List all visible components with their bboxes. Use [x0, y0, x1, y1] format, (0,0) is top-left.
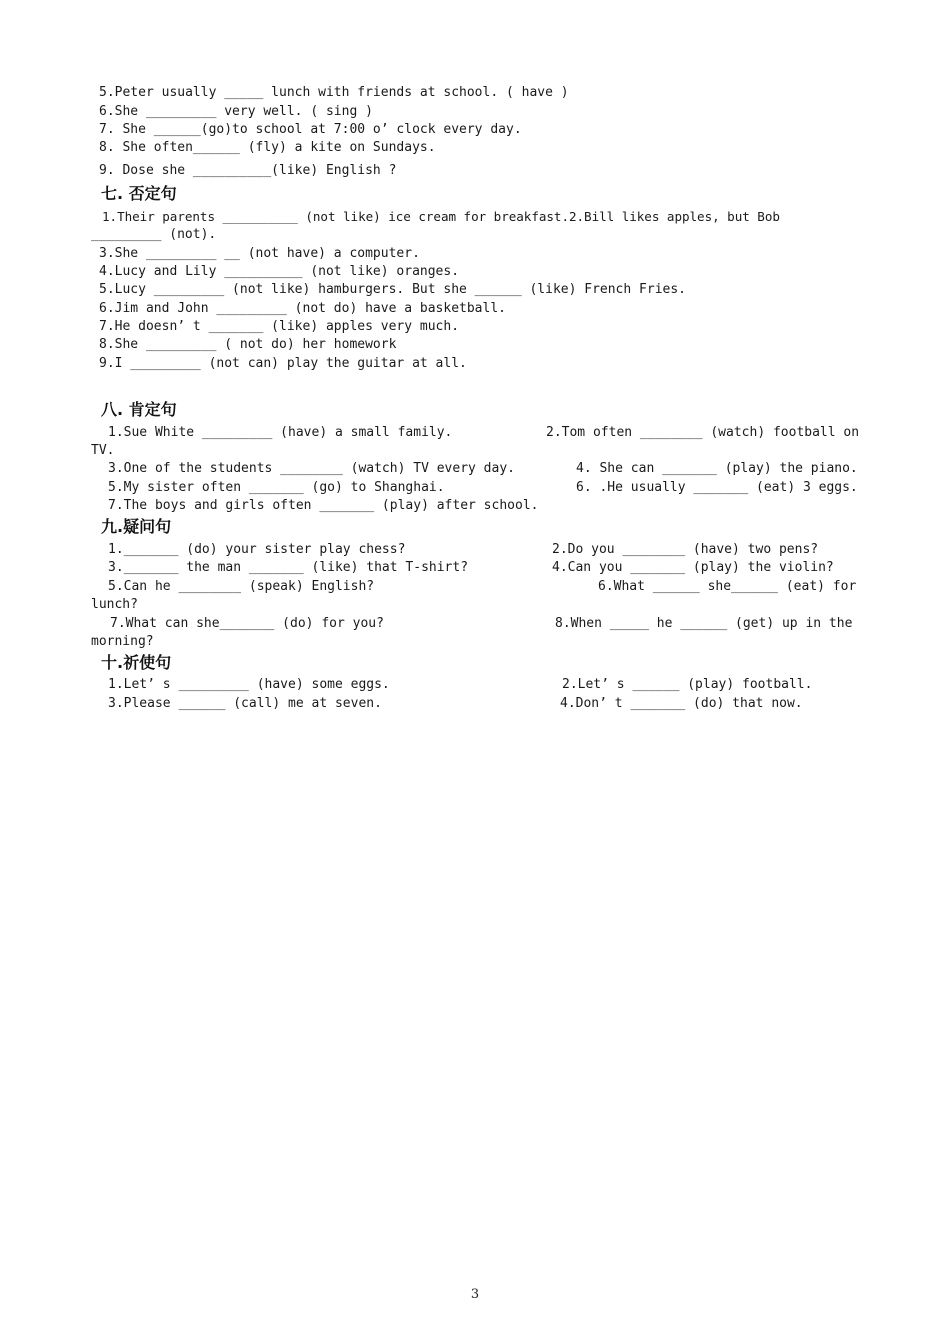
exercise-line: 1.Sue White _________ (have) a small family. [108, 425, 453, 440]
exercise-line: 5.Lucy _________ (not like) hamburgers. But she ______ (like) French Fries. [99, 282, 686, 297]
exercise-line: 4.Can you _______ (play) the violin? [552, 560, 834, 575]
exercise-line: lunch? [91, 597, 138, 612]
exercise-line: 6.Jim and John _________ (not do) have a basketball. [99, 301, 506, 316]
exercise-line: 8. She often______ (fly) a kite on Sundays. [99, 140, 436, 155]
exercise-line: 6.What ______ she______ (eat) for [598, 579, 857, 594]
page-number: 3 [470, 1287, 480, 1302]
exercise-line: 4. She can _______ (play) the piano. [576, 461, 858, 476]
exercise-line: 3.She _________ __ (not have) a computer. [99, 246, 420, 261]
exercise-line: _________ (not). [91, 227, 217, 242]
section-heading-questions: 九.疑问句 [101, 517, 172, 536]
exercise-line: 2.Tom often ________ (watch) football on [546, 425, 860, 440]
exercise-line: 9. Dose she __________(like) English ? [99, 163, 397, 178]
exercise-line: 5.My sister often _______ (go) to Shanghai. [108, 480, 445, 495]
exercise-line: 5.Can he ________ (speak) English? [108, 579, 375, 594]
exercise-line: 7.He doesn’ t _______ (like) apples very much. [99, 319, 460, 334]
exercise-line: 6.She _________ very well. ( sing ) [99, 104, 373, 119]
exercise-line: 4.Don’ t _______ (do) that now. [560, 696, 803, 711]
exercise-line: 5.Peter usually _____ lunch with friends at school. ( have ) [99, 85, 569, 100]
exercise-line: 7. She ______(go)to school at 7:00 o’ clock every day. [99, 122, 522, 137]
exercise-line: 7.What can she_______ (do) for you? [110, 616, 384, 631]
exercise-line: 3.One of the students ________ (watch) TV every day. [108, 461, 515, 476]
exercise-line: 3._______ the man _______ (like) that T-shirt? [108, 560, 469, 575]
exercise-line: 1.Their parents __________ (not like) ice cream for breakfast.2.Bill likes apples, but Bob [102, 209, 780, 224]
exercise-line: morning? [91, 634, 154, 649]
exercise-line: 6. .He usually _______ (eat) 3 eggs. [576, 480, 858, 495]
section-heading-affirmative: 八. 肯定句 [101, 400, 177, 419]
exercise-line: 2.Do you ________ (have) two pens? [552, 542, 819, 557]
exercise-line: TV. [91, 443, 115, 458]
exercise-line: 2.Let’ s ______ (play) football. [562, 677, 813, 692]
exercise-line: 7.The boys and girls often _______ (play) after school. [108, 498, 539, 513]
exercise-line: 9.I _________ (not can) play the guitar at all. [99, 356, 467, 371]
section-heading-negative: 七. 否定句 [101, 184, 177, 203]
exercise-line: 1._______ (do) your sister play chess? [108, 542, 406, 557]
exercise-line: 8.When _____ he ______ (get) up in the [555, 616, 853, 631]
exercise-line: 8.She _________ ( not do) her homework [99, 337, 397, 352]
exercise-line: 3.Please ______ (call) me at seven. [108, 696, 382, 711]
exercise-line: 1.Let’ s _________ (have) some eggs. [108, 677, 390, 692]
section-heading-imperative: 十.祈使句 [101, 653, 172, 672]
exercise-line: 4.Lucy and Lily __________ (not like) oranges. [99, 264, 460, 279]
